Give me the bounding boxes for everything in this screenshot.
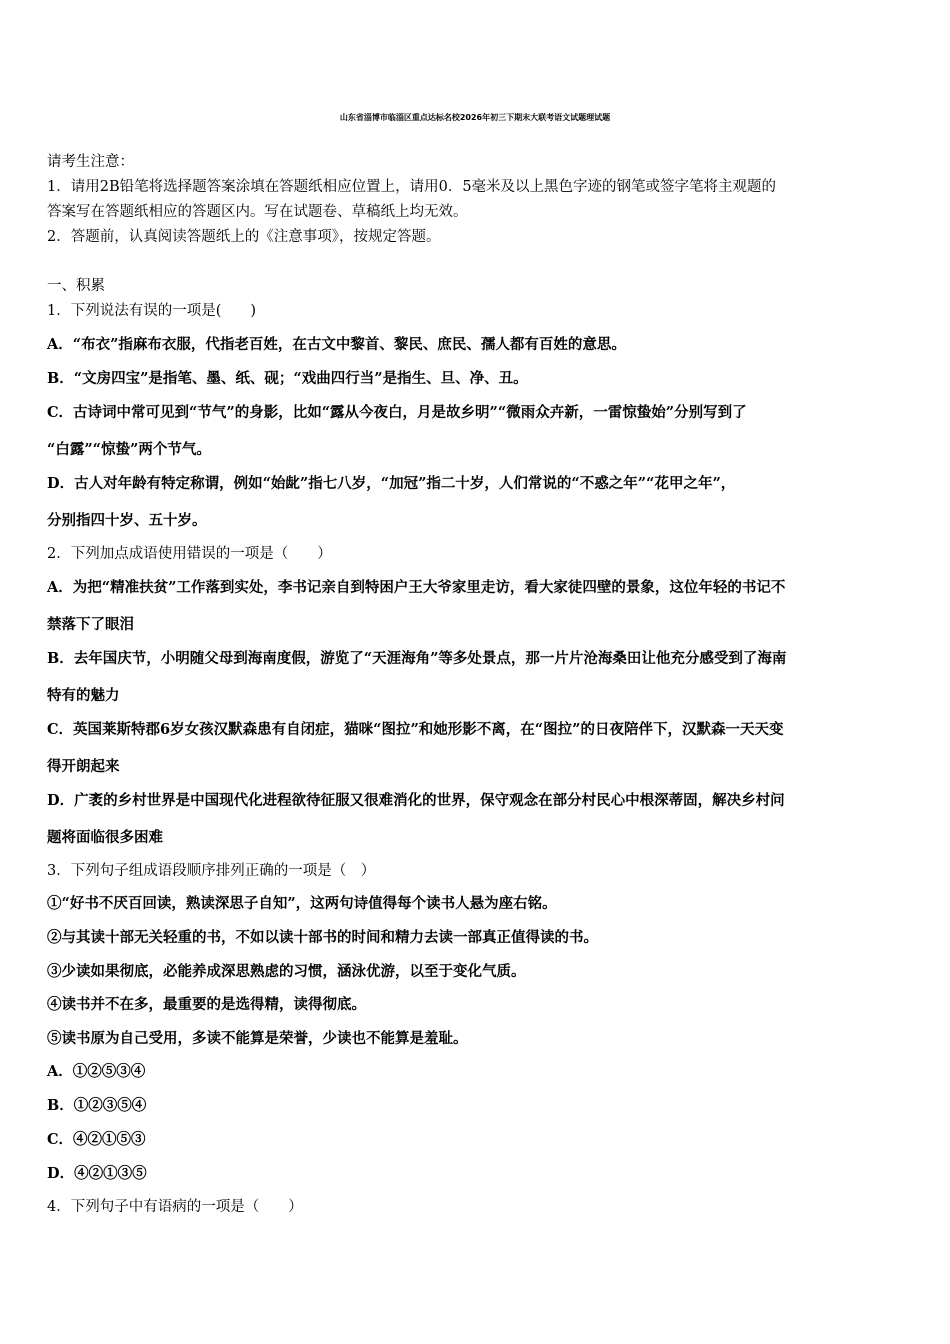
question-2-option-b: B．去年国庆节，小明随父母到海南度假，游览了“天涯海角”等多处景点，那一片片沧海桑田让他充分感受到了海南 (47, 650, 787, 667)
question-3-stem: 3．下列句子组成语段顺序排列正确的一项是（ ） (47, 863, 376, 879)
question-3-option-b: B．①②③⑤④ (47, 1097, 147, 1114)
question-1-stem: 1．下列说法有误的一项是( ) (47, 303, 257, 319)
question-2-option-d: D．广袤的乡村世界是中国现代化进程欲待征服又很难消化的世界，保守观念在部分村民心中根深蒂固，解决乡村问 (47, 792, 785, 809)
question-2-option-b-cont: 特有的魅力 (47, 687, 120, 704)
notice-line-1a: 1．请用2B铅笔将选择题答案涂填在答题纸相应位置上，请用0．5毫米及以上黑色字迹的钢笔或签字笔将主观题的 (47, 179, 777, 195)
question-3-sentence-3: ③少读如果彻底，必能养成深思熟虑的习惯，涵泳优游，以至于变化气质。 (47, 963, 526, 980)
question-3-option-c: C．④②①⑤③ (47, 1131, 146, 1148)
question-1-option-c: C．古诗词中常可见到“节气”的身影，比如“露从今夜白，月是故乡明”“微雨众卉新，一雷惊蛰始”分别写到了 (47, 404, 747, 421)
question-1-option-d: D．古人对年龄有特定称谓，例如“始龀”指七八岁，“加冠”指二十岁，人们常说的“不惑之年”“花甲之年”， (47, 475, 736, 492)
question-1-option-b: B．“文房四宝”是指笔、墨、纸、砚；“戏曲四行当”是指生、旦、净、丑。 (47, 370, 528, 387)
notice-heading: 请考生注意： (47, 154, 134, 170)
question-2-option-a: A．为把“精准扶贫”工作落到实处，李书记亲自到特困户王大爷家里走访，看大家徒四壁的景象，这位年轻的书记不 (47, 579, 786, 596)
question-1-option-c-cont: “白露”“惊蛰”两个节气。 (47, 441, 211, 458)
question-3-option-a: A．①②⑤③④ (47, 1063, 146, 1080)
question-1-option-d-cont: 分别指四十岁、五十岁。 (47, 512, 207, 529)
question-3-option-d: D．④②①③⑤ (47, 1165, 147, 1182)
notice-line-1b: 答案写在答题纸相应的答题区内。写在试题卷、草稿纸上均无效。 (47, 204, 468, 220)
page-title: 山东省淄博市临淄区重点达标名校2026年初三下期末大联考语文试题理试题 (339, 113, 611, 122)
question-2-option-d-cont: 题将面临很多困难 (47, 829, 163, 846)
question-1-option-a: A．“布衣”指麻布衣服，代指老百姓，在古文中黎首、黎民、庶民、孺人都有百姓的意思。 (47, 336, 626, 353)
question-3-sentence-4: ④读书并不在多，最重要的是选得精，读得彻底。 (47, 996, 366, 1013)
question-2-stem: 2．下列加点成语使用错误的一项是（ ） (47, 546, 332, 562)
question-2-option-c-cont: 得开朗起来 (47, 758, 120, 775)
question-4-stem: 4．下列句子中有语病的一项是（ ） (47, 1199, 303, 1215)
section-heading: 一、积累 (47, 278, 105, 294)
question-2-option-c: C．英国莱斯特郡6岁女孩汉默森患有自闭症，猫咪“图拉”和她形影不离，在“图拉”的日夜陪伴下，汉默森一天天变 (47, 721, 784, 738)
question-3-sentence-2: ②与其读十部无关轻重的书，不如以读十部书的时间和精力去读一部真正值得读的书。 (47, 929, 598, 946)
question-3-sentence-1: ①“好书不厌百回读，熟读深思子自知”，这两句诗值得每个读书人悬为座右铭。 (47, 895, 557, 912)
notice-line-2: 2．答题前，认真阅读答题纸上的《注意事项》，按规定答题。 (47, 229, 441, 245)
question-3-sentence-5: ⑤读书原为自己受用，多读不能算是荣誉，少读也不能算是羞耻。 (47, 1030, 468, 1047)
question-2-option-a-cont: 禁落下了眼泪 (47, 616, 134, 633)
